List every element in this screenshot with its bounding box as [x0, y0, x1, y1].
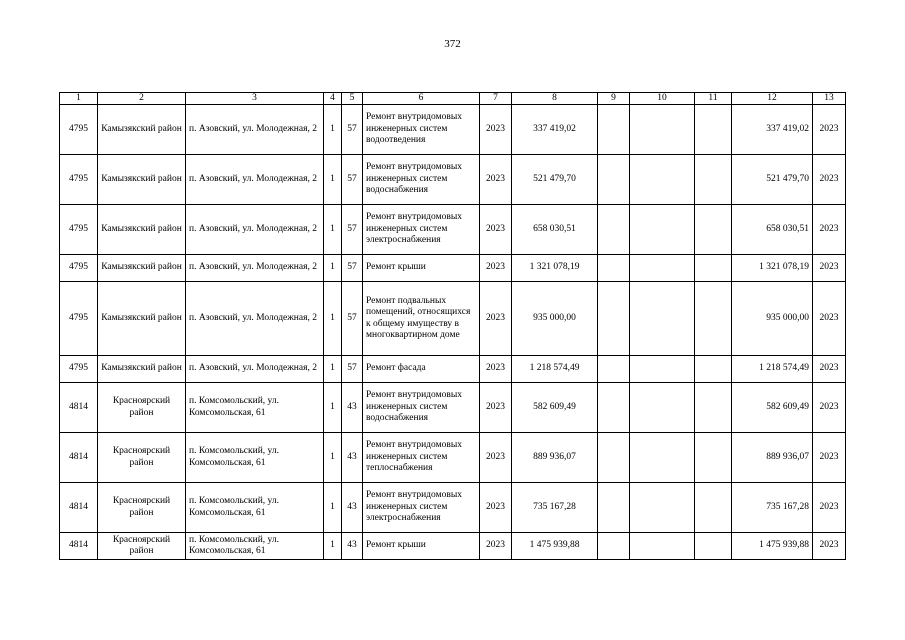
table-body: [60, 105, 846, 560]
completion-year-cell: 2023: [813, 433, 846, 483]
address-cell: п. Азовский, ул. Молодежная, 2: [186, 205, 324, 255]
district-cell: Камызякский район: [98, 205, 186, 255]
total-cost-cell: 735 167,28: [732, 483, 813, 533]
col11-cell: [695, 483, 732, 533]
completion-year-cell: 2023: [813, 205, 846, 255]
work-type-cell: Ремонт внутридомовых инженерных систем электроснабжения: [363, 483, 480, 533]
year-cell: 2023: [480, 282, 512, 356]
col9-cell: [598, 255, 630, 282]
work-type-cell: Ремонт внутридомовых инженерных систем теплоснабжения: [363, 433, 480, 483]
id-cell: 4795: [60, 255, 98, 282]
address-cell: п. Азовский, ул. Молодежная, 2: [186, 155, 324, 205]
table-row: [60, 533, 846, 560]
address-cell: п. Комсомольский, ул. Комсомольская, 61: [186, 483, 324, 533]
completion-year-cell: 2023: [813, 105, 846, 155]
total-cost-cell: 1 321 078,19: [732, 255, 813, 282]
total-cost-cell: 582 609,49: [732, 383, 813, 433]
total-cost-cell: 658 030,51: [732, 205, 813, 255]
col10-cell: [630, 155, 695, 205]
total-cost-cell: 1 475 939,88: [732, 533, 813, 560]
district-cell: Камызякский район: [98, 282, 186, 356]
cost-cell: 735 167,28: [512, 483, 598, 533]
address-cell: п. Комсомольский, ул. Комсомольская, 61: [186, 383, 324, 433]
district-cell: Камызякский район: [98, 105, 186, 155]
table-row: [60, 483, 846, 533]
page-number: 372: [444, 38, 461, 50]
total-cost-cell: 889 936,07: [732, 433, 813, 483]
district-cell: Камызякский район: [98, 356, 186, 383]
id-cell: 4795: [60, 282, 98, 356]
district-cell: Красноярский район: [98, 433, 186, 483]
col4-cell: 1: [324, 155, 342, 205]
col11-cell: [695, 255, 732, 282]
total-cost-cell: 935 000,00: [732, 282, 813, 356]
completion-year-cell: 2023: [813, 533, 846, 560]
year-cell: 2023: [480, 155, 512, 205]
id-cell: 4795: [60, 155, 98, 205]
district-cell: Камызякский район: [98, 155, 186, 205]
col10-cell: [630, 483, 695, 533]
col9-cell: [598, 383, 630, 433]
col10-cell: [630, 205, 695, 255]
table-row: [60, 383, 846, 433]
work-type-cell: Ремонт внутридомовых инженерных систем электроснабжения: [363, 205, 480, 255]
district-cell: Красноярский район: [98, 483, 186, 533]
district-cell: Красноярский район: [98, 533, 186, 560]
col9-cell: [598, 105, 630, 155]
col5-cell: 43: [342, 483, 363, 533]
id-cell: 4814: [60, 383, 98, 433]
work-type-cell: Ремонт фасада: [363, 356, 480, 383]
col4-cell: 1: [324, 255, 342, 282]
col9-cell: [598, 533, 630, 560]
column-header: 13: [813, 93, 846, 105]
address-cell: п. Азовский, ул. Молодежная, 2: [186, 282, 324, 356]
completion-year-cell: 2023: [813, 155, 846, 205]
completion-year-cell: 2023: [813, 255, 846, 282]
id-cell: 4795: [60, 356, 98, 383]
id-cell: 4795: [60, 205, 98, 255]
register-table: [59, 92, 846, 560]
cost-cell: 337 419,02: [512, 105, 598, 155]
col10-cell: [630, 282, 695, 356]
col5-cell: 43: [342, 533, 363, 560]
col4-cell: 1: [324, 533, 342, 560]
col9-cell: [598, 282, 630, 356]
table-row: [60, 205, 846, 255]
col5-cell: 57: [342, 282, 363, 356]
col5-cell: 57: [342, 205, 363, 255]
work-type-cell: Ремонт крыши: [363, 533, 480, 560]
column-header: 9: [598, 93, 630, 105]
col4-cell: 1: [324, 433, 342, 483]
col5-cell: 43: [342, 383, 363, 433]
address-cell: п. Комсомольский, ул. Комсомольская, 61: [186, 433, 324, 483]
col10-cell: [630, 356, 695, 383]
column-header: 7: [480, 93, 512, 105]
col9-cell: [598, 356, 630, 383]
col5-cell: 57: [342, 155, 363, 205]
work-type-cell: Ремонт внутридомовых инженерных систем водоснабжения: [363, 155, 480, 205]
column-number-row: [60, 93, 846, 105]
col11-cell: [695, 433, 732, 483]
col10-cell: [630, 105, 695, 155]
col11-cell: [695, 105, 732, 155]
work-type-cell: Ремонт внутридомовых инженерных систем водоотведения: [363, 105, 480, 155]
year-cell: 2023: [480, 105, 512, 155]
col11-cell: [695, 533, 732, 560]
column-header: 3: [186, 93, 324, 105]
total-cost-cell: 337 419,02: [732, 105, 813, 155]
completion-year-cell: 2023: [813, 383, 846, 433]
table-row: [60, 155, 846, 205]
address-cell: п. Азовский, ул. Молодежная, 2: [186, 356, 324, 383]
col10-cell: [630, 433, 695, 483]
id-cell: 4814: [60, 433, 98, 483]
address-cell: п. Комсомольский, ул. Комсомольская, 61: [186, 533, 324, 560]
table-row: [60, 356, 846, 383]
column-header: 12: [732, 93, 813, 105]
total-cost-cell: 521 479,70: [732, 155, 813, 205]
year-cell: 2023: [480, 255, 512, 282]
col5-cell: 57: [342, 356, 363, 383]
district-cell: Красноярский район: [98, 383, 186, 433]
col10-cell: [630, 255, 695, 282]
total-cost-cell: 1 218 574,49: [732, 356, 813, 383]
completion-year-cell: 2023: [813, 282, 846, 356]
work-type-cell: Ремонт внутридомовых инженерных систем водоснабжения: [363, 383, 480, 433]
address-cell: п. Азовский, ул. Молодежная, 2: [186, 255, 324, 282]
id-cell: 4795: [60, 105, 98, 155]
completion-year-cell: 2023: [813, 483, 846, 533]
col9-cell: [598, 205, 630, 255]
col11-cell: [695, 282, 732, 356]
column-header: 11: [695, 93, 732, 105]
col4-cell: 1: [324, 282, 342, 356]
col5-cell: 43: [342, 433, 363, 483]
year-cell: 2023: [480, 205, 512, 255]
column-header: 1: [60, 93, 98, 105]
cost-cell: 658 030,51: [512, 205, 598, 255]
table-row: [60, 433, 846, 483]
col9-cell: [598, 155, 630, 205]
column-header: 8: [512, 93, 598, 105]
col10-cell: [630, 533, 695, 560]
col9-cell: [598, 483, 630, 533]
address-cell: п. Азовский, ул. Молодежная, 2: [186, 105, 324, 155]
column-header: 4: [324, 93, 342, 105]
col11-cell: [695, 356, 732, 383]
col11-cell: [695, 155, 732, 205]
col4-cell: 1: [324, 483, 342, 533]
col4-cell: 1: [324, 105, 342, 155]
year-cell: 2023: [480, 356, 512, 383]
cost-cell: 582 609,49: [512, 383, 598, 433]
table-row: [60, 255, 846, 282]
col11-cell: [695, 205, 732, 255]
year-cell: 2023: [480, 483, 512, 533]
cost-cell: 935 000,00: [512, 282, 598, 356]
col4-cell: 1: [324, 383, 342, 433]
id-cell: 4814: [60, 533, 98, 560]
col5-cell: 57: [342, 105, 363, 155]
work-type-cell: Ремонт крыши: [363, 255, 480, 282]
work-type-cell: Ремонт подвальных помещений, относящихся к общему имуществу в многоквартирном доме: [363, 282, 480, 356]
table-row: [60, 105, 846, 155]
cost-cell: 1 321 078,19: [512, 255, 598, 282]
table-row: [60, 282, 846, 356]
column-header: 2: [98, 93, 186, 105]
year-cell: 2023: [480, 383, 512, 433]
cost-cell: 1 218 574,49: [512, 356, 598, 383]
cost-cell: 521 479,70: [512, 155, 598, 205]
col9-cell: [598, 433, 630, 483]
cost-cell: 1 475 939,88: [512, 533, 598, 560]
column-header: 6: [363, 93, 480, 105]
col4-cell: 1: [324, 205, 342, 255]
year-cell: 2023: [480, 433, 512, 483]
cost-cell: 889 936,07: [512, 433, 598, 483]
col5-cell: 57: [342, 255, 363, 282]
col11-cell: [695, 383, 732, 433]
column-header: 10: [630, 93, 695, 105]
col10-cell: [630, 383, 695, 433]
column-header: 5: [342, 93, 363, 105]
district-cell: Камызякский район: [98, 255, 186, 282]
year-cell: 2023: [480, 533, 512, 560]
id-cell: 4814: [60, 483, 98, 533]
col4-cell: 1: [324, 356, 342, 383]
completion-year-cell: 2023: [813, 356, 846, 383]
